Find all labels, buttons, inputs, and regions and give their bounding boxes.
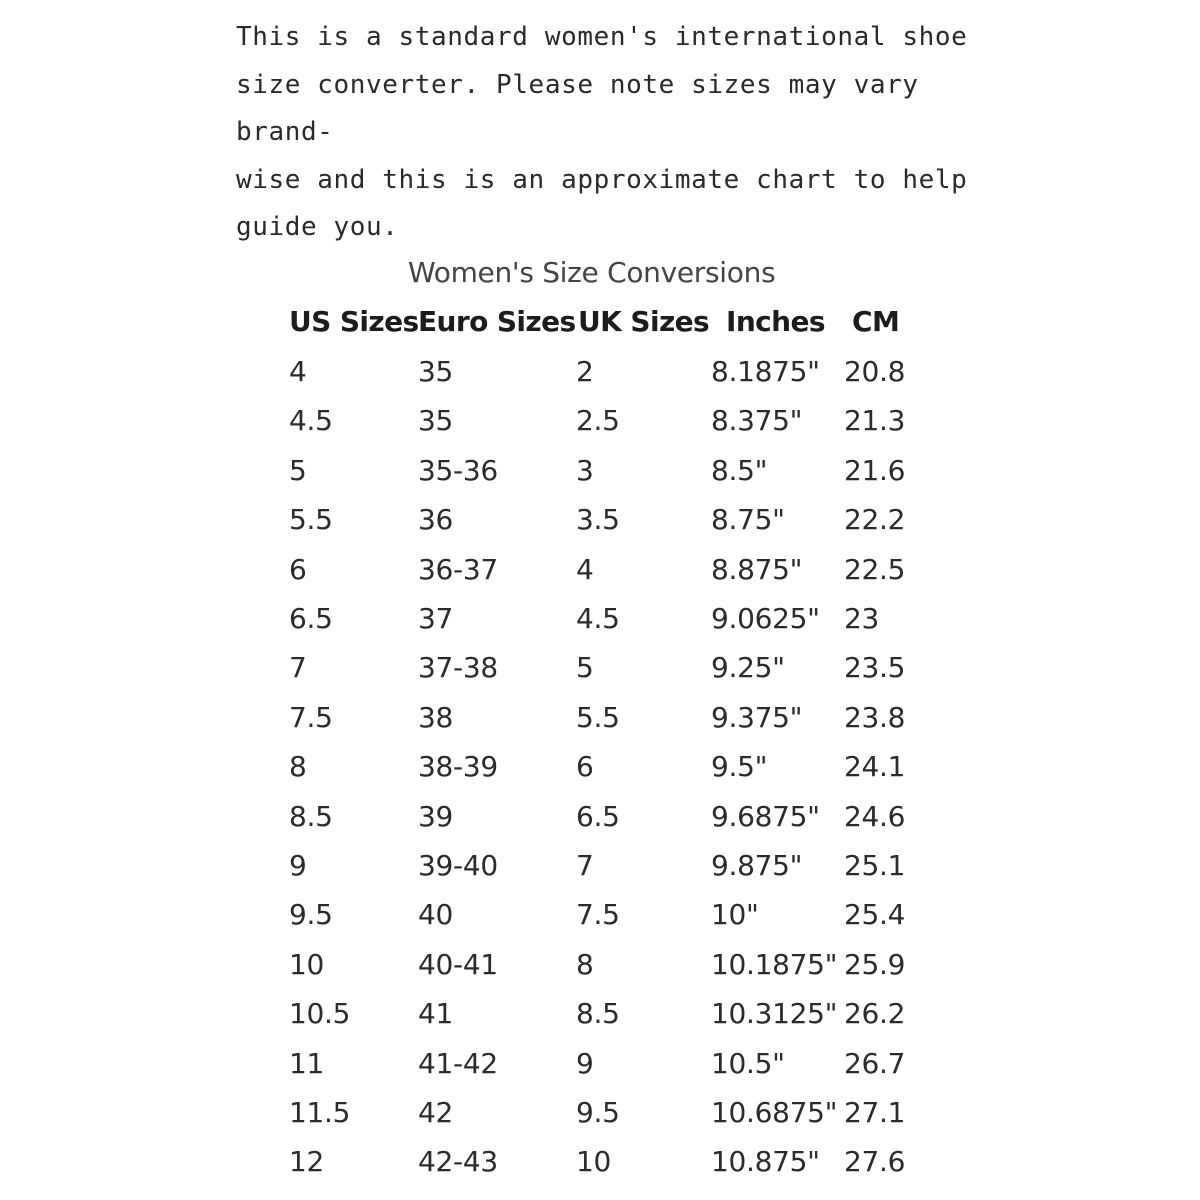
- intro-line: wise and this is an approximate chart to help: [236, 164, 968, 195]
- table-row: [0, 750, 1200, 790]
- cell-us-size: 12: [289, 1145, 325, 1179]
- cell-us-size: 4.5: [289, 404, 333, 438]
- table-row: [0, 454, 1200, 494]
- cell-us-size: 7: [289, 651, 307, 685]
- cell-euro-size: 39: [418, 799, 454, 833]
- cell-inches: 10.5": [711, 1046, 785, 1080]
- table-row: [0, 503, 1200, 543]
- cell-cm: 25.4: [844, 898, 906, 932]
- cell-inches: 10.1875": [711, 947, 838, 981]
- cell-inches: 8.5": [711, 453, 768, 487]
- cell-us-size: 10: [289, 947, 325, 981]
- cell-uk-size: 5.5: [576, 700, 620, 734]
- cell-cm: 22.2: [844, 503, 906, 537]
- header-euro-sizes: Euro Sizes: [418, 305, 576, 338]
- cell-inches: 8.375": [711, 404, 803, 438]
- table-row: [0, 997, 1200, 1037]
- cell-cm: 21.3: [844, 404, 906, 438]
- cell-euro-size: 36-37: [418, 552, 498, 586]
- cell-cm: 21.6: [844, 453, 906, 487]
- table-row: [0, 1047, 1200, 1087]
- cell-uk-size: 10: [576, 1145, 612, 1179]
- header-us-sizes: US Sizes: [289, 305, 419, 338]
- cell-uk-size: 3: [576, 453, 594, 487]
- cell-cm: 23.8: [844, 700, 906, 734]
- cell-euro-size: 42: [418, 1096, 454, 1129]
- table-row: [0, 602, 1200, 642]
- cell-uk-size: 2.5: [576, 404, 620, 438]
- cell-uk-size: 3.5: [576, 503, 620, 537]
- cell-inches: 9.375": [711, 700, 803, 734]
- cell-us-size: 7.5: [289, 700, 333, 734]
- cell-us-size: 5.5: [289, 503, 333, 537]
- cell-euro-size: 40: [418, 898, 454, 932]
- cell-inches: 8.75": [711, 503, 785, 537]
- cell-euro-size: 35: [418, 404, 454, 438]
- cell-inches: 8.875": [711, 552, 803, 586]
- cell-uk-size: 7: [576, 849, 594, 882]
- cell-uk-size: 2: [576, 355, 594, 388]
- cell-cm: 20.8: [844, 355, 906, 388]
- table-row: [0, 651, 1200, 691]
- table-row: [0, 355, 1200, 395]
- cell-cm: 23.5: [844, 651, 906, 685]
- cell-uk-size: 8.5: [576, 997, 620, 1031]
- cell-us-size: 8.5: [289, 799, 333, 833]
- cell-inches: 10.875": [711, 1145, 820, 1179]
- table-row: [0, 849, 1200, 889]
- cell-inches: 9.5": [711, 750, 768, 784]
- cell-us-size: 11: [289, 1046, 325, 1080]
- cell-uk-size: 6.5: [576, 799, 620, 833]
- cell-cm: 25.1: [844, 849, 906, 882]
- cell-uk-size: 9.5: [576, 1096, 620, 1129]
- table-row: [0, 404, 1200, 444]
- table-row: [0, 701, 1200, 741]
- cell-us-size: 9: [289, 849, 307, 882]
- cell-inches: 9.6875": [711, 799, 820, 833]
- cell-uk-size: 5: [576, 651, 594, 685]
- cell-us-size: 4: [289, 355, 307, 388]
- cell-us-size: 9.5: [289, 898, 333, 932]
- table-row: [0, 898, 1200, 938]
- cell-inches: 10.6875": [711, 1096, 838, 1129]
- cell-euro-size: 41: [418, 997, 454, 1031]
- cell-cm: 24.6: [844, 799, 906, 833]
- cell-euro-size: 39-40: [418, 849, 498, 882]
- cell-cm: 27.6: [844, 1145, 906, 1179]
- cell-cm: 26.2: [844, 997, 906, 1031]
- table-row: [0, 800, 1200, 840]
- cell-cm: 26.7: [844, 1046, 906, 1080]
- header-uk-sizes: UK Sizes: [578, 305, 710, 338]
- cell-uk-size: 8: [576, 947, 594, 981]
- cell-inches: 9.0625": [711, 602, 820, 635]
- header-cm: CM: [852, 305, 900, 338]
- cell-euro-size: 37-38: [418, 651, 498, 685]
- cell-uk-size: 4: [576, 552, 594, 586]
- cell-euro-size: 41-42: [418, 1046, 498, 1080]
- intro-line: This is a standard women's international shoe: [236, 22, 968, 52]
- cell-euro-size: 36: [418, 503, 454, 537]
- cell-us-size: 8: [289, 750, 307, 784]
- cell-euro-size: 35: [418, 355, 454, 388]
- cell-cm: 22.5: [844, 552, 906, 586]
- header-inches: Inches: [726, 305, 825, 338]
- cell-cm: 23: [844, 602, 880, 635]
- table-row: [0, 1096, 1200, 1136]
- intro-line: guide you.: [236, 212, 399, 242]
- intro-line: size converter. Please note sizes may vary brand-: [236, 69, 919, 147]
- cell-uk-size: 9: [576, 1046, 594, 1080]
- table-row: [0, 948, 1200, 988]
- cell-uk-size: 6: [576, 750, 594, 784]
- table-row: [0, 553, 1200, 593]
- cell-us-size: 6.5: [289, 602, 333, 635]
- cell-inches: 10.3125": [711, 997, 838, 1031]
- cell-inches: 9.25": [711, 651, 785, 685]
- cell-us-size: 5: [289, 453, 307, 487]
- cell-us-size: 6: [289, 552, 307, 586]
- cell-uk-size: 7.5: [576, 898, 620, 932]
- cell-euro-size: 35-36: [418, 453, 498, 487]
- cell-inches: 9.875": [711, 849, 803, 882]
- cell-cm: 27.1: [844, 1096, 906, 1129]
- table-title: Women's Size Conversions: [408, 256, 776, 289]
- cell-us-size: 11.5: [289, 1096, 351, 1129]
- cell-cm: 25.9: [844, 947, 906, 981]
- cell-inches: 8.1875": [711, 355, 820, 388]
- cell-uk-size: 4.5: [576, 602, 620, 635]
- table-row: [0, 1145, 1200, 1185]
- cell-euro-size: 40-41: [418, 947, 498, 981]
- cell-cm: 24.1: [844, 750, 906, 784]
- cell-inches: 10": [711, 898, 759, 932]
- cell-us-size: 10.5: [289, 997, 351, 1031]
- cell-euro-size: 38-39: [418, 750, 498, 784]
- cell-euro-size: 42-43: [418, 1145, 498, 1179]
- cell-euro-size: 37: [418, 602, 454, 635]
- cell-euro-size: 38: [418, 700, 454, 734]
